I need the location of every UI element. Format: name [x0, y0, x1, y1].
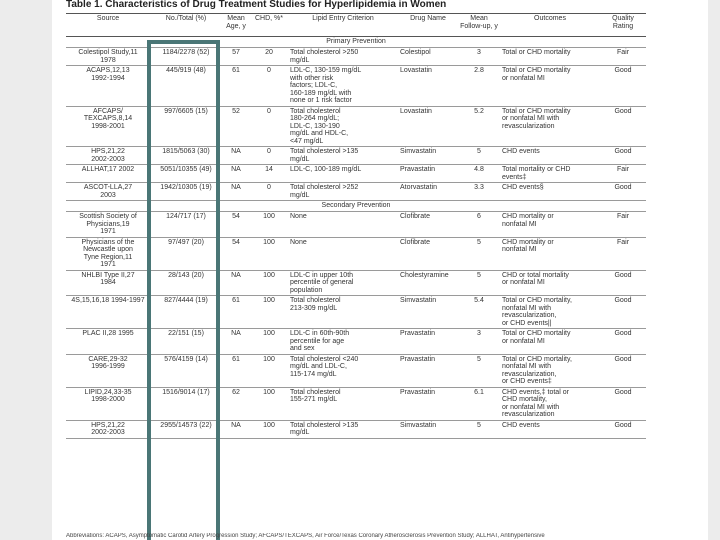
cell-mean-age: NA — [222, 270, 250, 296]
cell-lipid-criterion: Total cholesterol 180-264 mg/dL; LDL-C, 130-190 mg/dL and HDL-C, <47 mg/dL — [288, 106, 398, 147]
study-row — [66, 165, 646, 183]
section-primary-prevention — [66, 37, 646, 48]
cell-drug-name: Pravastatin — [398, 165, 458, 183]
table-caption: Table 1. Characteristics of Drug Treatment Studies for Hyperlipidemia in Women — [66, 0, 447, 10]
header-num-total: No./Total (%) — [150, 14, 222, 37]
cell-mean-age: NA — [222, 165, 250, 183]
cell-quality-rating: Good — [600, 106, 646, 147]
cell-num-total: 445/919 (48) — [150, 66, 222, 107]
cell-follow-up: 5.4 — [458, 296, 500, 329]
cell-outcomes: CHD events — [500, 147, 600, 165]
cell-drug-name: Clofibrate — [398, 237, 458, 270]
header-outcomes: Outcomes — [500, 14, 600, 37]
cell-num-total: 97/497 (20) — [150, 237, 222, 270]
cell-lipid-criterion: Total cholesterol <240 mg/dL and LDL-C, 115-174 mg/dL — [288, 354, 398, 387]
study-row — [66, 387, 646, 420]
cell-num-total: 997/6605 (15) — [150, 106, 222, 147]
cell-chd: 0 — [250, 106, 288, 147]
cell-num-total: 124/717 (17) — [150, 212, 222, 238]
cell-mean-age: NA — [222, 183, 250, 201]
study-row — [66, 329, 646, 355]
study-row — [66, 212, 646, 238]
cell-follow-up: 2.8 — [458, 66, 500, 107]
cell-num-total: 576/4159 (14) — [150, 354, 222, 387]
cell-drug-name: Simvastatin — [398, 147, 458, 165]
right-margin — [708, 0, 720, 540]
cell-chd: 100 — [250, 237, 288, 270]
cell-follow-up: 3 — [458, 48, 500, 66]
study-row — [66, 270, 646, 296]
cell-chd: 0 — [250, 183, 288, 201]
cell-quality-rating: Good — [600, 296, 646, 329]
cell-follow-up: 5 — [458, 270, 500, 296]
cell-quality-rating: Good — [600, 183, 646, 201]
cell-num-total: 28/143 (20) — [150, 270, 222, 296]
cell-lipid-criterion: Total cholesterol >252 mg/dL — [288, 183, 398, 201]
header-source: Source — [66, 14, 150, 37]
cell-source: CARE,29-32 1996-1999 — [66, 354, 150, 387]
cell-outcomes: CHD or total mortality or nonfatal MI — [500, 270, 600, 296]
cell-source: ALLHAT,17 2002 — [66, 165, 150, 183]
cell-drug-name: Atorvastatin — [398, 183, 458, 201]
cell-quality-rating: Fair — [600, 165, 646, 183]
header-follow-up: Mean Follow-up, y — [458, 14, 500, 37]
cell-follow-up: 5.2 — [458, 106, 500, 147]
cell-chd: 20 — [250, 48, 288, 66]
cell-num-total: 1516/9014 (17) — [150, 387, 222, 420]
cell-drug-name: Lovastatin — [398, 106, 458, 147]
cell-lipid-criterion: LDL-C, 100-189 mg/dL — [288, 165, 398, 183]
cell-lipid-criterion: Total cholesterol 155-271 mg/dL — [288, 387, 398, 420]
cell-mean-age: 57 — [222, 48, 250, 66]
header-row — [66, 14, 646, 37]
study-row — [66, 237, 646, 270]
cell-follow-up: 5 — [458, 420, 500, 438]
cell-lipid-criterion: None — [288, 212, 398, 238]
cell-lipid-criterion: LDL-C in 60th-90th percentile for age and sex — [288, 329, 398, 355]
study-row — [66, 106, 646, 147]
section-label: Secondary Prevention — [66, 201, 646, 212]
cell-chd: 100 — [250, 354, 288, 387]
cell-num-total: 1942/10305 (19) — [150, 183, 222, 201]
cell-follow-up: 5 — [458, 354, 500, 387]
study-row — [66, 296, 646, 329]
study-row — [66, 420, 646, 438]
cell-follow-up: 5 — [458, 237, 500, 270]
cell-chd: 100 — [250, 387, 288, 420]
cell-source: Scottish Society of Physicians,19 1971 — [66, 212, 150, 238]
cell-mean-age: NA — [222, 329, 250, 355]
cell-outcomes: CHD mortality or nonfatal MI — [500, 237, 600, 270]
cell-num-total: 827/4444 (19) — [150, 296, 222, 329]
cell-drug-name: Pravastatin — [398, 354, 458, 387]
cell-lipid-criterion: LDL-C, 130-159 mg/dL with other risk factors; LDL-C, 160-189 mg/dL with none or 1 risk factor — [288, 66, 398, 107]
header-drug-name: Drug Name — [398, 14, 458, 37]
cell-outcomes: Total or CHD mortality or nonfatal MI with revascularization — [500, 106, 600, 147]
cell-lipid-criterion: Total cholesterol >250 mg/dL — [288, 48, 398, 66]
study-row — [66, 66, 646, 107]
cell-outcomes: Total or CHD mortality — [500, 48, 600, 66]
cell-mean-age: 61 — [222, 66, 250, 107]
cell-mean-age: NA — [222, 420, 250, 438]
cell-drug-name: Pravastatin — [398, 387, 458, 420]
cell-num-total: 22/151 (15) — [150, 329, 222, 355]
cell-follow-up: 5 — [458, 147, 500, 165]
cell-follow-up: 6 — [458, 212, 500, 238]
cell-chd: 14 — [250, 165, 288, 183]
cell-source: Physicians of the Newcastle upon Tyne Region,11 1971 — [66, 237, 150, 270]
cell-outcomes: CHD events§ — [500, 183, 600, 201]
cell-quality-rating: Good — [600, 147, 646, 165]
cell-source: ACAPS,12,13 1992-1994 — [66, 66, 150, 107]
cell-source: Colestipol Study,11 1978 — [66, 48, 150, 66]
cell-mean-age: 62 — [222, 387, 250, 420]
header-chd: CHD, %* — [250, 14, 288, 37]
cell-source: LIPID,24,33-35 1998-2000 — [66, 387, 150, 420]
cell-drug-name: Clofibrate — [398, 212, 458, 238]
header-mean-age: Mean Age, y — [222, 14, 250, 37]
study-row — [66, 147, 646, 165]
cell-drug-name: Pravastatin — [398, 329, 458, 355]
cell-outcomes: Total mortality or CHD events‡ — [500, 165, 600, 183]
cell-source: PLAC II,28 1995 — [66, 329, 150, 355]
cell-lipid-criterion: Total cholesterol >135 mg/dL — [288, 147, 398, 165]
cell-source: AFCAPS/ TEXCAPS,8,14 1998-2001 — [66, 106, 150, 147]
cell-outcomes: CHD events,‡ total or CHD mortality, or nonfatal MI with revascularization — [500, 387, 600, 420]
cell-quality-rating: Fair — [600, 212, 646, 238]
cell-chd: 100 — [250, 296, 288, 329]
cell-source: 4S,15,16,18 1994-1997 — [66, 296, 150, 329]
cell-drug-name: Simvastatin — [398, 420, 458, 438]
cell-drug-name: Simvastatin — [398, 296, 458, 329]
left-margin — [0, 0, 52, 540]
study-row — [66, 48, 646, 66]
cell-mean-age: 54 — [222, 237, 250, 270]
cell-chd: 100 — [250, 329, 288, 355]
cell-quality-rating: Fair — [600, 48, 646, 66]
study-row — [66, 354, 646, 387]
drug-studies-table — [66, 13, 646, 439]
cell-chd: 100 — [250, 270, 288, 296]
cell-mean-age: NA — [222, 147, 250, 165]
cell-follow-up: 4.8 — [458, 165, 500, 183]
cell-quality-rating: Good — [600, 270, 646, 296]
cell-quality-rating: Good — [600, 354, 646, 387]
cell-chd: 0 — [250, 66, 288, 107]
cell-mean-age: 61 — [222, 354, 250, 387]
cell-drug-name: Lovastatin — [398, 66, 458, 107]
cell-quality-rating: Good — [600, 420, 646, 438]
cell-num-total: 2955/14573 (22) — [150, 420, 222, 438]
cell-outcomes: CHD mortality or nonfatal MI — [500, 212, 600, 238]
cell-outcomes: CHD events — [500, 420, 600, 438]
cell-lipid-criterion: LDL-C in upper 10th percentile of general population — [288, 270, 398, 296]
table-footnote: Abbreviations: ACAPS, Asymptomatic Carotid Artery Progression Study; AFCAPS/TEXCAPS, Air Force/Texas Coronary Atherosclerosis Prevention Study; ALLHAT, Antihypertensive — [66, 533, 545, 539]
study-row — [66, 183, 646, 201]
cell-source: NHLBI Type II,27 1984 — [66, 270, 150, 296]
header-quality-rating: Quality Rating — [600, 14, 646, 37]
cell-drug-name: Colestipol — [398, 48, 458, 66]
cell-follow-up: 3 — [458, 329, 500, 355]
cell-follow-up: 3.3 — [458, 183, 500, 201]
cell-outcomes: Total or CHD mortality, nonfatal MI with revascularization, or CHD events|| — [500, 296, 600, 329]
cell-follow-up: 6.1 — [458, 387, 500, 420]
cell-num-total: 5051/10355 (49) — [150, 165, 222, 183]
cell-outcomes: Total or CHD mortality, nonfatal MI with revascularization, or CHD events‡ — [500, 354, 600, 387]
cell-mean-age: 54 — [222, 212, 250, 238]
cell-source: HPS,21,22 2002-2003 — [66, 420, 150, 438]
cell-mean-age: 52 — [222, 106, 250, 147]
cell-chd: 100 — [250, 420, 288, 438]
cell-lipid-criterion: None — [288, 237, 398, 270]
cell-mean-age: 61 — [222, 296, 250, 329]
cell-source: ASCOT-LLA,27 2003 — [66, 183, 150, 201]
cell-source: HPS,21,22 2002-2003 — [66, 147, 150, 165]
cell-num-total: 1184/2278 (52) — [150, 48, 222, 66]
cell-quality-rating: Good — [600, 66, 646, 107]
section-secondary-prevention — [66, 201, 646, 212]
cell-quality-rating: Good — [600, 387, 646, 420]
cell-lipid-criterion: Total cholesterol >135 mg/dL — [288, 420, 398, 438]
cell-chd: 100 — [250, 212, 288, 238]
cell-lipid-criterion: Total cholesterol 213-309 mg/dL — [288, 296, 398, 329]
cell-quality-rating: Good — [600, 329, 646, 355]
cell-drug-name: Cholestyramine — [398, 270, 458, 296]
cell-quality-rating: Fair — [600, 237, 646, 270]
section-label: Primary Prevention — [66, 37, 646, 48]
cell-outcomes: Total or CHD mortality or nonfatal MI — [500, 66, 600, 107]
header-lipid-criterion: Lipid Entry Criterion — [288, 14, 398, 37]
cell-chd: 0 — [250, 147, 288, 165]
cell-outcomes: Total or CHD mortality or nonfatal MI — [500, 329, 600, 355]
cell-num-total: 1815/5063 (30) — [150, 147, 222, 165]
